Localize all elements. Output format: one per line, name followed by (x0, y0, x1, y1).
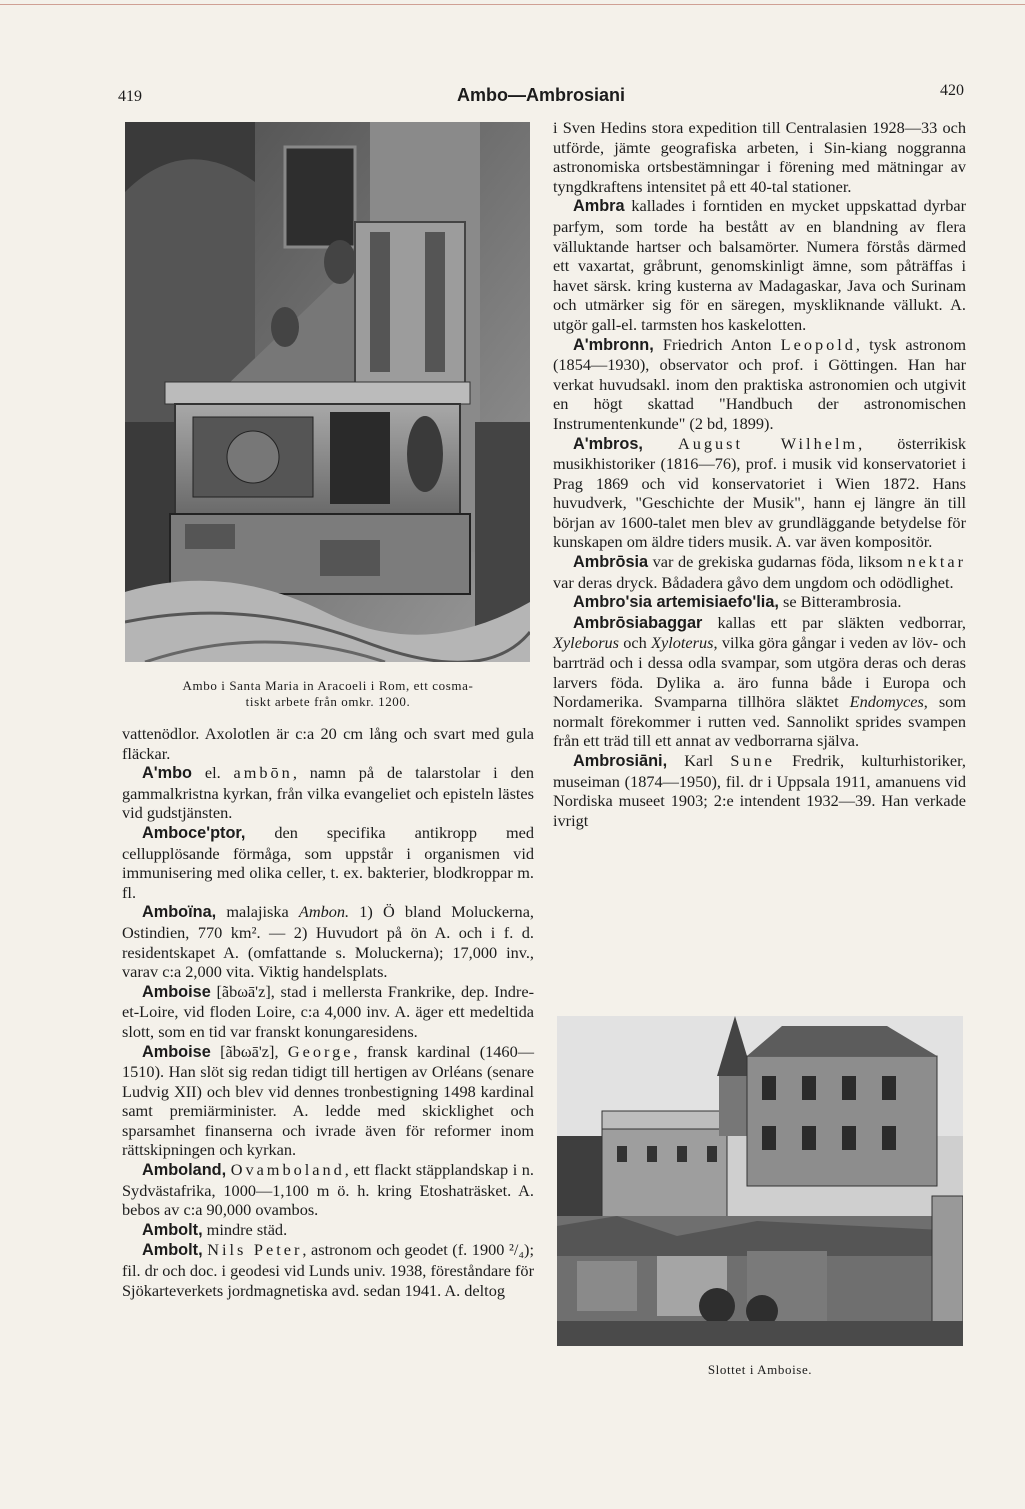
headword: A'mbronn, (573, 335, 654, 354)
headword: Ambrōsiabaggar (573, 613, 703, 632)
headword: Ambro'sia artemisiaefo'lia, (573, 593, 779, 612)
headword: Ambolt, (142, 1220, 203, 1239)
entry-ambra: Ambra kallades i forntiden en mycket uppskattad dyrbar parfym, som torde ha bestått av en blandning av flera välluktande hartser och balsamörter. Numera förstås därmed ett vaxartat, gråbrunt, genomskinligt ämne, som påträffas i havet särsk. kring kusterna av Madagaskar, Java och Surinam och utmärker sig för en säregen, myskliknande vällukt. A. utgör gall-el. tarmsten hos kaskelotten. (553, 196, 966, 334)
headword: Amboce'ptor, (142, 823, 246, 842)
continuation-text: vattenödlor. Axolotlen är c:a 20 cm lång och svart med gula fläckar. (122, 724, 534, 763)
headword: Amboïna, (142, 903, 217, 922)
page-number-left: 419 (118, 88, 142, 105)
left-column (122, 724, 534, 1300)
ambo-caption-line1: Ambo i Santa Maria in Aracoeli i Rom, ett cosma- (182, 678, 474, 693)
running-header (118, 82, 964, 112)
entry-ambrosia: Ambrōsia var de grekiska gudarnas föda, liksom nektar var deras dryck. Bådadera gåvo dem ungdom och odödlighet. (553, 552, 966, 592)
entry-ambolt-nils: Ambolt, Nils Peter, astronom och geodet (f. 1900 ²/₄); fil. dr och doc. i geodesi vid Lunds univ. 1938, föreståndare för Sjökarteverkets jordmagnetiska avd. sedan 1941. A. deltog (122, 1240, 534, 1300)
ambo-photo (125, 122, 530, 662)
headword: A'mbros, (573, 434, 643, 453)
entry-ambrosiabaggar: Ambrōsiabaggar kallas ett par släkten vedborrar, Xyleborus och Xyloterus, vilka göra gångar i veden av löv- och barrträd och i dessa odla svampar, som utgöra deras och deras larvers föda. Dylika a. äro funna både i Europa och Nordamerika. Svamparna tillhöra släktet Endomyces, som normalt förekommer i rutten ved. Sannolikt sprides svampen från ett träd till ett annat av vedborrarna själva. (553, 612, 966, 751)
headword: Ambrosiāni, (573, 752, 668, 770)
headword: Amboland, (142, 1161, 227, 1180)
entry-amboland: Amboland, Ovamboland, ett flackt stäpplandskap i n. Sydvästafrika, 1000—1,100 m ö. h. kring Etoshaträsket. A. bebos av c:a 90,000 ovambos. (122, 1160, 534, 1220)
entry-amboina: Amboïna, malajiska Ambon. 1) Ö bland Moluckerna, Ostindien, 770 km². — 2) Huvudort på ön A. och i f. d. residentskapet A. (omfattande s. Moluckerna); 17,000 inv., varav c:a 2,000 vita. Viktig handelsplats. (122, 902, 534, 982)
continuation-text: i Sven Hedins stora expedition till Centralasien 1928—33 och utförde, jämte geografiska arbeten, i Sin-kiang noggranna astronomiska ortsbestämningar i förening med mätningar av tyngdkraftens intensitet på ett 40-tal stationer. (553, 118, 966, 196)
entry-ambros: A'mbros, August Wilhelm, österrikisk musikhistoriker (1816—76), prof. i musik vid konservatoriet i Prag 1869 och vid konservatoriet i Wien 1872. Hans huvudverk, "Geschichte der Musik", hann ej längre än till början av 1600-talet men blev av grundläggande betydelse för kunskapen om äldre tiders musik. A. var även kompositör. (553, 433, 967, 552)
entry-ambo: A'mbo el. ambōn, namn på de talarstolar i den gammalkristna kyrkan, från vilka evangeliet och episteln lästes vid gudstjänsten. (122, 763, 534, 823)
right-column (553, 118, 966, 830)
entry-ambrosia-artemisiaefolia: Ambro'sia artemisiaefo'lia, se Bitterambrosia. (573, 592, 902, 612)
entry-ambronn: A'mbronn, Friedrich Anton Leopold, tysk astronom (1854—1930), observator och prof. i Göttingen. Han har verkat huvudsakl. inom den praktiska astronomien och utgivit en högt skattad "Handbuch der astronomischen Instrumentenkunde" (2 bd, 1899). (553, 334, 966, 433)
headword: Ambrōsia (573, 553, 649, 572)
amboise-caption: Slottet i Amboise. (707, 1362, 813, 1377)
entry-ambrosiani: Ambrosiāni, Karl Sune Fredrik, kulturhistoriker, museiman (1874—1950), fil. dr i Uppsala 1911, amanuens vid Nordiska museet 1903; 2:e intendent 1932—39. Han verkade ivrigt (553, 751, 966, 830)
headword: Amboise (142, 1042, 211, 1061)
page-number-right: 420 (940, 82, 964, 99)
running-title: Ambo—Ambrosiani (456, 85, 625, 105)
headword: Ambra (573, 197, 625, 216)
entry-amboise-george: Amboise [ãbωā'z], George, fransk kardinal (1460—1510). Han slöt sig redan tidigt till hertigen av Orléans (senare Ludvig XII) och blev vid dennes tronbestigning 1498 kardinal samt premiärminister. A. ledde med skicklighet och sparsamhet finanserna och ivrade även för reformer inom rättskipningen och kyrkan. (122, 1041, 534, 1160)
ambo-caption (118, 678, 538, 710)
ambo-caption-line2: tiskt arbete från omkr. 1200. (245, 694, 411, 709)
amboise-castle-photo (557, 1016, 963, 1346)
entry-ambolt: Ambolt, mindre städ. (142, 1219, 288, 1239)
page-top-rule (0, 4, 1025, 5)
entry-amboise: Amboise [ãbωā'z], stad i mellersta Frankrike, dep. Indre-et-Loire, vid floden Loire, c:a 4,000 inv. A. äger ett medeltida slott, som en tid var franskt konungaresidens. (122, 981, 534, 1041)
headword: Amboise (142, 982, 211, 1001)
entry-amboceptor: Amboce'ptor, den specifika antikropp med cellupplösande förmåga, som uppstår i organismen vid immunisering med olika celler, t. ex. bakterier, blodkroppar m. fl. (122, 822, 534, 902)
headword: Ambolt, (142, 1241, 203, 1260)
headword: A'mbo (142, 764, 192, 783)
